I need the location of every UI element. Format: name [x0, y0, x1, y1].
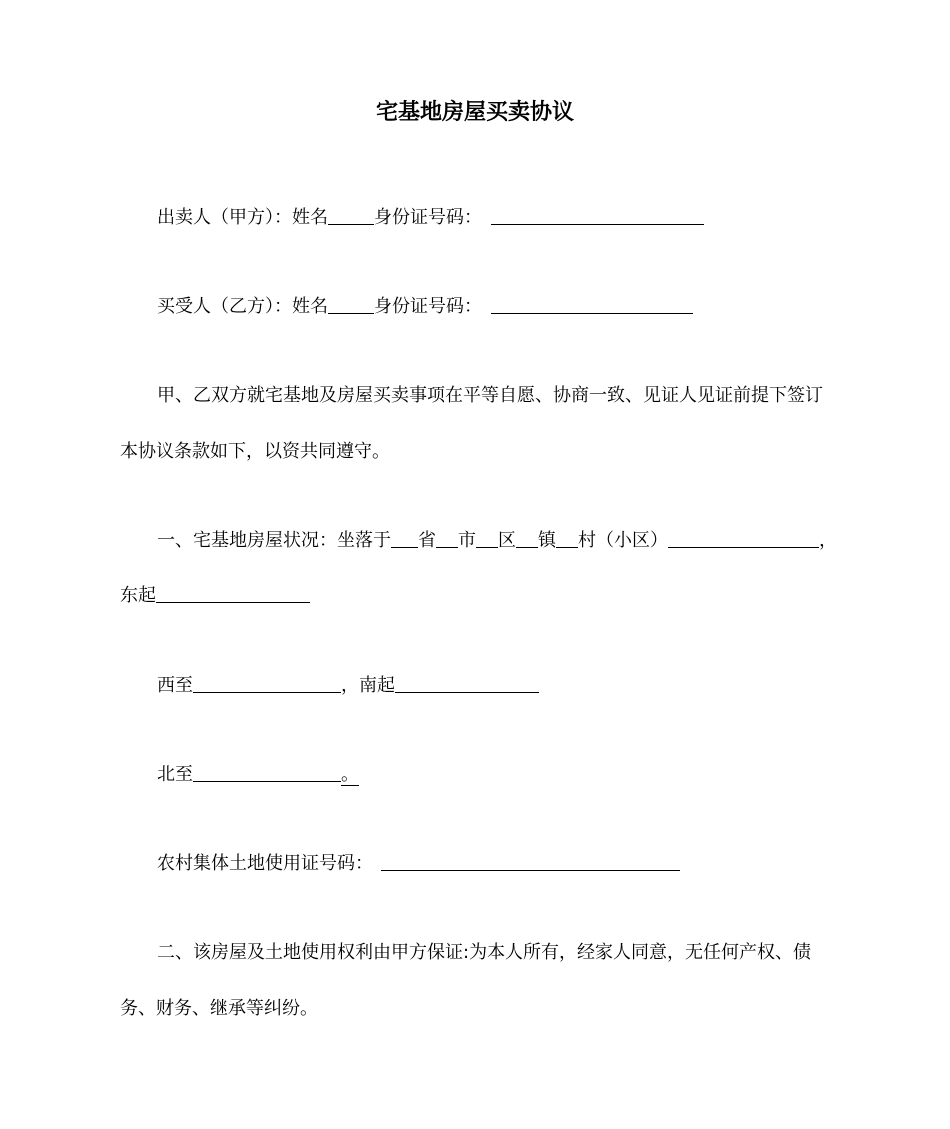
buyer-name-blank — [328, 295, 374, 314]
district-label: 区 — [498, 530, 516, 551]
west-south-line — [157, 674, 539, 698]
certificate-line — [157, 852, 680, 876]
buyer-line — [157, 295, 693, 319]
south-comma: ， — [341, 675, 359, 696]
buyer-name-label: 买受人（乙方）：姓名 — [157, 296, 328, 317]
seller-id-blank — [491, 206, 704, 225]
district-blank — [476, 529, 498, 548]
clause2-line-2: 务、财务、继承等纠纷。 — [120, 998, 318, 1019]
city-label: 市 — [458, 530, 476, 551]
seller-name-blank — [328, 206, 374, 225]
document-title: 宅基地房屋买卖协议 — [375, 100, 574, 125]
south-label: 南起 — [359, 675, 395, 696]
city-blank — [436, 529, 458, 548]
preamble-line-2: 本协议条款如下，以资共同遵守。 — [120, 441, 390, 462]
village-blank — [556, 529, 578, 548]
province-label: 省 — [418, 530, 436, 551]
clause2-line-1: 二、该房屋及土地使用权利由甲方保证:为本人所有，经家人同意，无任何产权、债 — [157, 942, 812, 963]
seller-name-label: 出卖人（甲方）：姓名 — [157, 207, 328, 228]
north-blank — [193, 763, 341, 782]
buyer-id-label: 身份证号码： — [374, 296, 482, 317]
seller-line — [157, 206, 704, 230]
community-blank — [668, 529, 819, 548]
east-label: 东起 — [120, 585, 156, 606]
preamble-line-1: 甲、乙双方就宅基地及房屋买卖事项在平等自愿、协商一致、见证人见证前提下签订 — [157, 385, 823, 406]
clause1-location-line — [157, 529, 837, 553]
village-label: 村（小区） — [578, 530, 668, 551]
north-period: 。 — [341, 764, 359, 785]
town-blank — [516, 529, 538, 548]
town-label: 镇 — [538, 530, 556, 551]
east-blank — [156, 584, 310, 603]
east-line — [120, 584, 310, 608]
north-line — [157, 763, 359, 787]
seller-id-label: 身份证号码： — [374, 207, 482, 228]
west-blank — [193, 674, 341, 693]
south-blank — [395, 674, 539, 693]
west-label: 西至 — [157, 675, 193, 696]
location-comma: ， — [819, 530, 837, 551]
buyer-id-blank — [491, 295, 693, 314]
north-label: 北至 — [157, 764, 193, 785]
certificate-label: 农村集体土地使用证号码： — [157, 853, 373, 874]
certificate-blank — [381, 852, 680, 871]
province-blank — [391, 529, 418, 548]
clause1-lead: 一、宅基地房屋状况：坐落于 — [157, 530, 391, 551]
